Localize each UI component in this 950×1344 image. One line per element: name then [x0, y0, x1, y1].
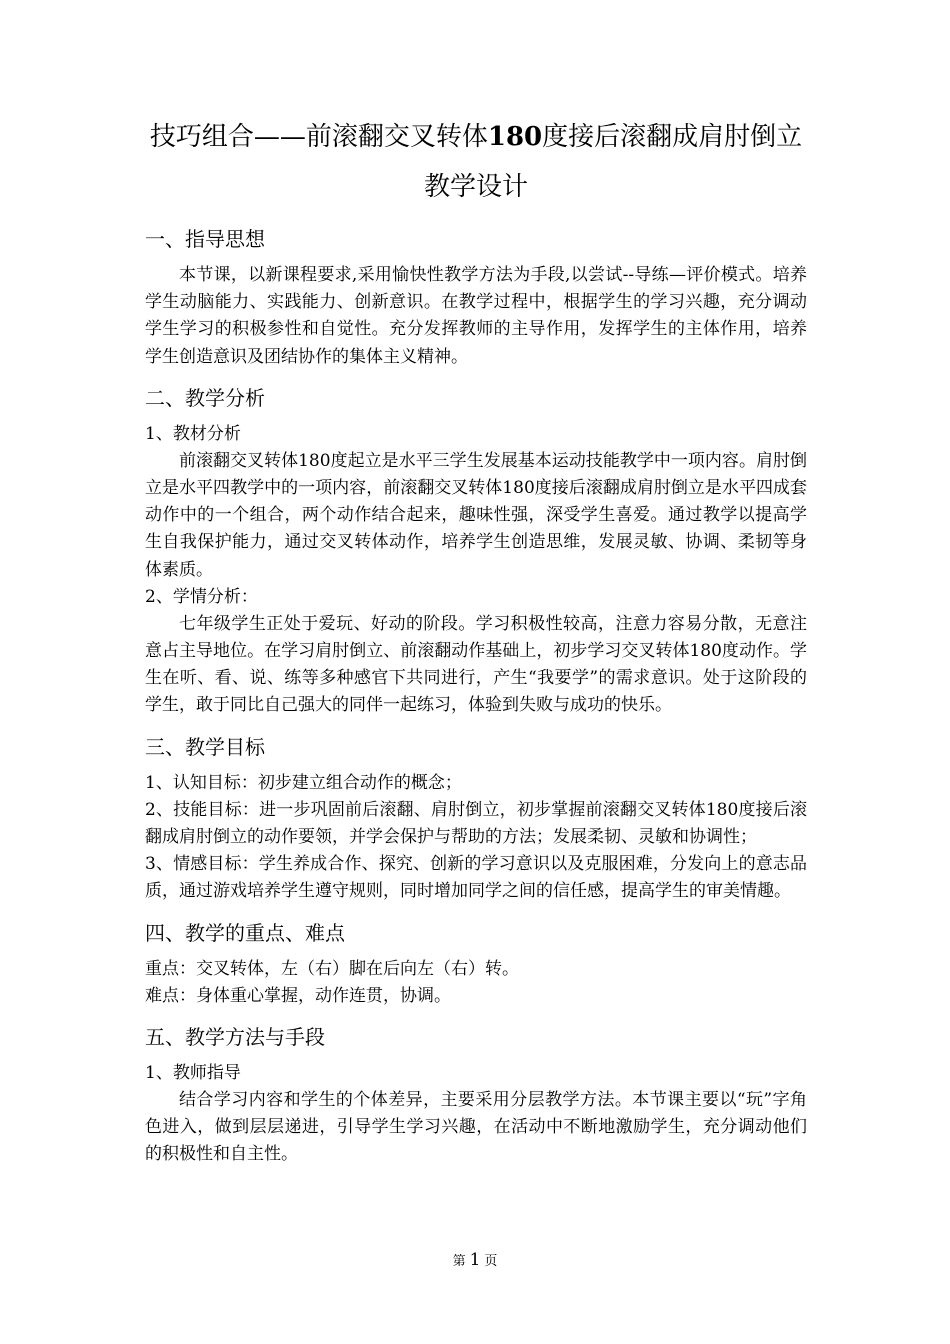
section-heading-teaching-analysis: 二、教学分析 — [145, 385, 265, 410]
paragraph-teacher-guidance: 结合学习内容和学生的个体差异，主要采用分层教学方法。本节课主要以“玩”字角色进入，做到层层递进，引导学生学习兴趣，在活动中不断地激励学生，充分调动他们的积极性和自主性。 — [145, 1090, 807, 1165]
section-heading-teaching-objectives: 三、教学目标 — [145, 734, 265, 759]
subheading-material-analysis: 1、教材分析 — [145, 423, 241, 444]
paragraph-material-analysis: 前滚翻交叉转体180度起立是水平三学生发展基本运动技能教学中一项内容。肩肘倒立是水平四教学中的一项内容，前滚翻交叉转体180度接后滚翻成肩肘倒立是水平四成套动作中的一个组合，两个动作结合起来，趣味性强，深受学生喜爱。通过教学以提高学生自我保护能力，通过交叉转体动作，培养学生创造思维，发展灵敏、协调、柔韧等身体素质。 — [145, 450, 807, 580]
page-footer — [0, 1250, 950, 1272]
difficult-point: 难点：身体重心掌握，动作连贯，协调。 — [145, 985, 451, 1006]
title-part1: 技巧组合——前滚翻交叉转体 — [149, 122, 488, 152]
section-heading-guiding-ideology: 一、指导思想 — [145, 227, 265, 251]
document-title — [145, 112, 807, 162]
subheading-teacher-guidance: 1、教师指导 — [145, 1063, 241, 1084]
section-heading-key-points: 四、教学的重点、难点 — [145, 920, 345, 945]
document-body — [145, 112, 807, 1169]
document-title-line2: 教学设计 — [423, 172, 528, 202]
objective-emotional: 3、情感目标：学生养成合作、探究、创新的学习意识以及克服困难，分发向上的意志品质，通过游戏培养学生遵守规则，同时增加同学之间的信任感，提高学生的审美情趣。 — [145, 854, 807, 902]
footer-suffix: 页 — [484, 1254, 498, 1269]
objective-cognitive: 1、认知目标：初步建立组合动作的概念； — [145, 772, 462, 793]
paragraph-student-analysis: 七年级学生正处于爱玩、好动的阶段。学习积极性较高，注意力容易分散，无意注意占主导地位。在学习肩肘倒立、前滚翻动作基础上，初步学习交叉转体180度动作。学生在听、看、说、练等多种感官下共同进行，产生“我要学”的需求意识。处于这阶段的学生，敢于同比自己强大的同伴一起练习，体验到失败与成功的快乐。 — [145, 613, 807, 716]
title-part2: 度接后滚翻成肩肘倒立 — [542, 122, 803, 152]
title-number: 180 — [487, 122, 543, 152]
objective-skill: 2、技能目标：进一步巩固前后滚翻、肩肘倒立，初步掌握前滚翻交叉转体180度接后滚翻成肩肘倒立的动作要领，并学会保护与帮助的方法；发展柔韧、灵敏和协调性； — [145, 799, 807, 848]
footer-prefix: 第 — [452, 1254, 466, 1269]
paragraph-guiding-ideology: 本节课，以新课程要求,采用愉快性教学方法为手段,以尝试--导练—评价模式。培养学生动脑能力、实践能力、创新意识。在教学过程中，根据学生的学习兴趣，充分调动学生学习的积极参性和自觉性。充分发挥教师的主导作用，发挥学生的主体作用，培养学生创造意识及团结协作的集体主义精神。 — [145, 265, 807, 367]
key-point: 重点：交叉转体，左（右）脚在后向左（右）转。 — [145, 958, 519, 979]
page-number: 1 — [469, 1250, 481, 1270]
section-heading-teaching-methods: 五、教学方法与手段 — [145, 1025, 325, 1050]
subheading-student-analysis: 2、学情分析： — [145, 586, 258, 607]
